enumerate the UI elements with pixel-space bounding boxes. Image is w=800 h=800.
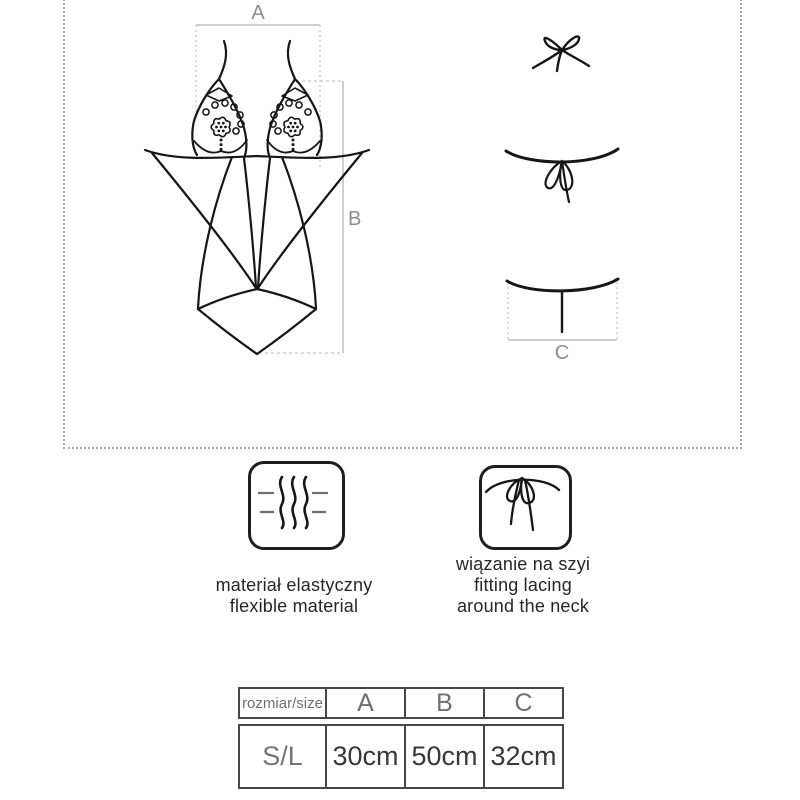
caption-line: materiał elastyczny [215,575,373,595]
cell-a-value: 30cm [325,726,404,787]
measurement-label-c: C [554,342,570,364]
bodysuit-drawing [145,41,369,354]
header-cell-size: rozmiar/size [242,694,323,712]
measurement-label-b: B [348,208,362,230]
cell-size-value: S/L [262,741,303,771]
halter-bow-drawing [533,36,589,71]
elastic-material-icon [248,461,345,550]
gusset-drawing [507,279,618,332]
measurement-label-a: A [251,2,265,24]
neckline-tie-drawing [506,149,618,202]
elastic-waves-glyph [251,464,336,541]
neck-lacing-icon [479,465,572,550]
neck-lacing-caption [413,554,633,617]
caption-line: flexible material [229,596,359,616]
lacing-bow-glyph [482,468,563,541]
caption-line: around the neck [456,596,590,616]
cell-c-value: 32cm [483,726,562,787]
caption-line: fitting lacing [474,575,572,595]
bodysuit-right-half [257,41,369,354]
bodysuit-left-half [145,41,257,354]
header-cell-a: A [325,689,404,717]
size-table [238,687,564,789]
caption-line: wiązanie na szyi [455,554,591,574]
size-table-data-row [238,724,564,789]
cell-b-value: 50cm [404,726,483,787]
header-cell-c: C [483,689,562,717]
size-table-header-row [238,687,564,719]
elastic-material-caption [184,575,404,617]
header-cell-b: B [404,689,483,717]
